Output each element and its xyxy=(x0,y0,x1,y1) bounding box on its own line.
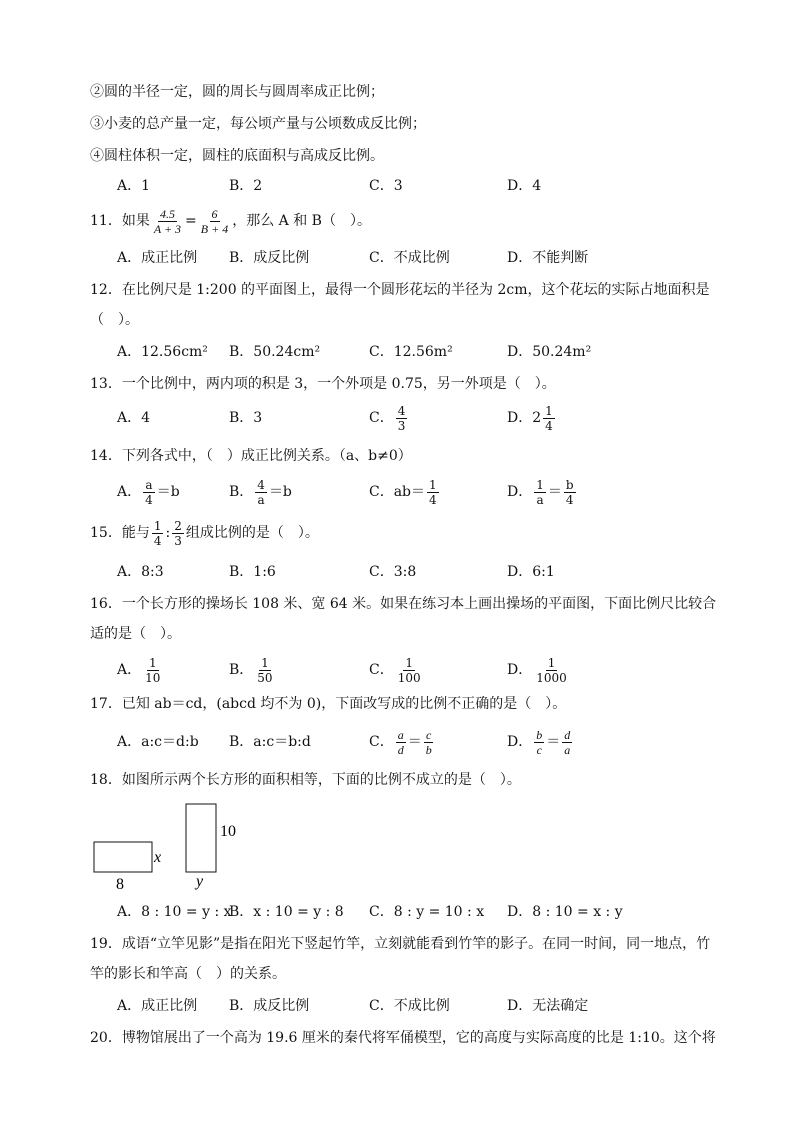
q17-option-c: C． $\frac{a}{d}$ ＝ $\frac{c}{b}$ xyxy=(369,727,432,757)
q15-fraction-2: $\frac{2}{3}$ xyxy=(174,518,182,548)
q11-fraction-2: $\frac{6}{B + 4}$ xyxy=(200,206,229,236)
question-18: 18．如图所示两个长方形的面积相等，下面的比例不成立的是（ ）。 xyxy=(90,772,521,788)
q17-d-fraction-1: $\frac{b}{c}$ xyxy=(536,727,543,757)
question-12-line-2: （ ）。 xyxy=(90,312,139,328)
q11-option-a: A．成正比例 xyxy=(117,250,198,266)
statement-4: ④圆柱体积一定，圆柱的底面积与高成反比例。 xyxy=(90,148,384,164)
q19-option-c: C．不成比例 xyxy=(369,998,450,1014)
question-13: 13．一个比例中，两内项的积是 3，一个外项是 0.75，另一外项是（ ）。 xyxy=(90,376,556,392)
q10-option-c: C．3 xyxy=(369,178,403,194)
q16-option-c: C． $\frac{1}{100}$ xyxy=(369,655,421,685)
q11-option-c: C．不成比例 xyxy=(369,250,450,266)
rectangle-2 xyxy=(186,804,216,872)
q12-option-d: D．50.24m² xyxy=(507,344,592,360)
q13-option-a: A．4 xyxy=(117,410,151,426)
q15-fraction-1: $\frac{1}{4}$ xyxy=(153,518,162,548)
q15-option-d: D．6:1 xyxy=(507,564,555,580)
q13-option-d: D． 2 $\frac{1}{4}$ xyxy=(507,403,553,433)
rectangle-1-width-label: 8 xyxy=(116,876,124,892)
q14-d-fraction-1: $\frac{1}{a}$ xyxy=(536,477,544,507)
q16-b-fraction: $\frac{1}{50}$ xyxy=(257,655,273,685)
q14-option-d: D． $\frac{1}{a}$ ＝ $\frac{b}{4}$ xyxy=(507,477,574,507)
q15-option-b: B．1:6 xyxy=(229,564,276,580)
rectangle-2-width-label: y xyxy=(196,873,204,890)
rectangle-1-height-label: x xyxy=(154,849,162,866)
q14-c-fraction: $\frac{1}{4}$ xyxy=(429,477,437,507)
q11-fraction-1: $\frac{4.5}{A + 3}$ xyxy=(153,206,182,236)
q18-option-c: C．8 : y = 10 : x xyxy=(369,904,485,920)
q16-option-d: D． $\frac{1}{1000}$ xyxy=(507,655,567,685)
q18-option-a: A．8 : 10 = y : x xyxy=(117,904,232,920)
q17-option-d: D． $\frac{b}{c}$ ＝ $\frac{d}{a}$ xyxy=(507,727,571,757)
q13-c-fraction: $\frac{4}{3}$ xyxy=(397,403,406,433)
q16-a-fraction: $\frac{1}{10}$ xyxy=(145,655,161,685)
q14-b-fraction: $\frac{4}{a}$ xyxy=(257,477,265,507)
question-17: 17．已知 ab＝cd，(abcd 均不为 0)，下面改写成的比例不正确的是（ ）。 xyxy=(90,696,567,712)
q17-d-fraction-2: $\frac{d}{a}$ xyxy=(564,727,571,757)
q14-a-fraction: $\frac{a}{4}$ xyxy=(145,477,153,507)
q17-c-fraction-2: $\frac{c}{b}$ xyxy=(425,727,432,757)
q17-option-a: A．a:c＝d:b xyxy=(117,734,199,750)
q18-option-d: D．8 : 10 = x : y xyxy=(507,904,623,920)
q12-option-b: B．50.24cm² xyxy=(229,344,321,360)
question-14: 14．下列各式中，（ ）成正比例关系。（a、b≠0） xyxy=(90,448,412,464)
question-19-line-1: 19．成语“立竿见影”是指在阳光下竖起竹竿，立刻就能看到竹竿的影子。在同一时间，同一地点，竹 xyxy=(90,936,711,952)
q19-option-a: A．成正比例 xyxy=(117,998,198,1014)
q16-d-fraction: $\frac{1}{1000}$ xyxy=(536,655,567,685)
question-16-line-1: 16．一个长方形的操场长 108 米、宽 64 米。如果在练习本上画出操场的平面图，下面比例尺比较合 xyxy=(90,596,717,612)
q17-c-fraction-1: $\frac{a}{d}$ xyxy=(397,727,404,757)
q19-option-b: B．成反比例 xyxy=(229,998,310,1014)
rectangle-2-height-label: 10 xyxy=(220,823,236,840)
q14-d-fraction-2: $\frac{b}{4}$ xyxy=(565,477,574,507)
q16-option-a: A． $\frac{1}{10}$ xyxy=(117,655,161,685)
q16-option-b: B． $\frac{1}{50}$ xyxy=(229,655,273,685)
statement-3: ③小麦的总产量一定，每公顷产量与公顷数成反比例； xyxy=(90,116,426,132)
rectangle-1 xyxy=(94,842,152,872)
q18-option-b: B．x : 10 = y : 8 xyxy=(229,904,344,920)
q15-option-a: A．8:3 xyxy=(117,564,164,580)
q12-option-a: A．12.56cm² xyxy=(117,344,208,360)
q10-option-a: A．1 xyxy=(117,178,151,194)
question-16-line-2: 适的是（ ）。 xyxy=(90,626,181,642)
q13-option-b: B．3 xyxy=(229,410,263,426)
statement-2: ②圆的半径一定，圆的周长与圆周率成正比例； xyxy=(90,84,384,100)
q16-c-fraction: $\frac{1}{100}$ xyxy=(397,655,421,685)
q10-option-d: D．4 xyxy=(507,178,542,194)
q11-option-d: D．不能判断 xyxy=(507,250,589,266)
q15-option-c: C．3:8 xyxy=(369,564,417,580)
question-19-line-2: 竿的影长和竿高（ ）的关系。 xyxy=(90,966,286,982)
q14-option-b: B． $\frac{4}{a}$ ＝b xyxy=(229,477,292,507)
q11-suffix: ，那么 A 和 B（ ）。 xyxy=(232,213,371,229)
q17-option-b: B．a:c＝b:d xyxy=(229,734,311,750)
q13-option-c: C． $\frac{4}{3}$ xyxy=(369,403,406,433)
q19-option-d: D．无法确定 xyxy=(507,998,589,1014)
question-20-line-1: 20．博物馆展出了一个高为 19.6 厘米的秦代将军俑模型，它的高度与实际高度的比是 1:10。这个将 xyxy=(90,1030,716,1046)
question-12-line-1: 12．在比例尺是 1:200 的平面图上，最得一个圆形花坛的半径为 2cm，这个花坛的实际占地面积是 xyxy=(90,282,710,298)
question-15: 15．能与 $\frac{1}{4}$ : $\frac{2}{3}$ 组成比例的是（ ）。 xyxy=(90,518,319,548)
q18-figure xyxy=(88,800,258,892)
q14-option-a: A． $\frac{a}{4}$ ＝b xyxy=(117,477,180,507)
question-11 xyxy=(90,206,371,236)
q11-option-b: B．成反比例 xyxy=(229,250,310,266)
q13-d-fraction: $\frac{1}{4}$ xyxy=(545,403,553,433)
q11-prefix: 11．如果 xyxy=(90,213,150,229)
q14-option-c: C．ab＝ $\frac{1}{4}$ xyxy=(369,477,437,507)
q12-option-c: C．12.56m² xyxy=(369,344,453,360)
q11-equals: = xyxy=(185,213,197,229)
q10-option-b: B．2 xyxy=(229,178,263,194)
